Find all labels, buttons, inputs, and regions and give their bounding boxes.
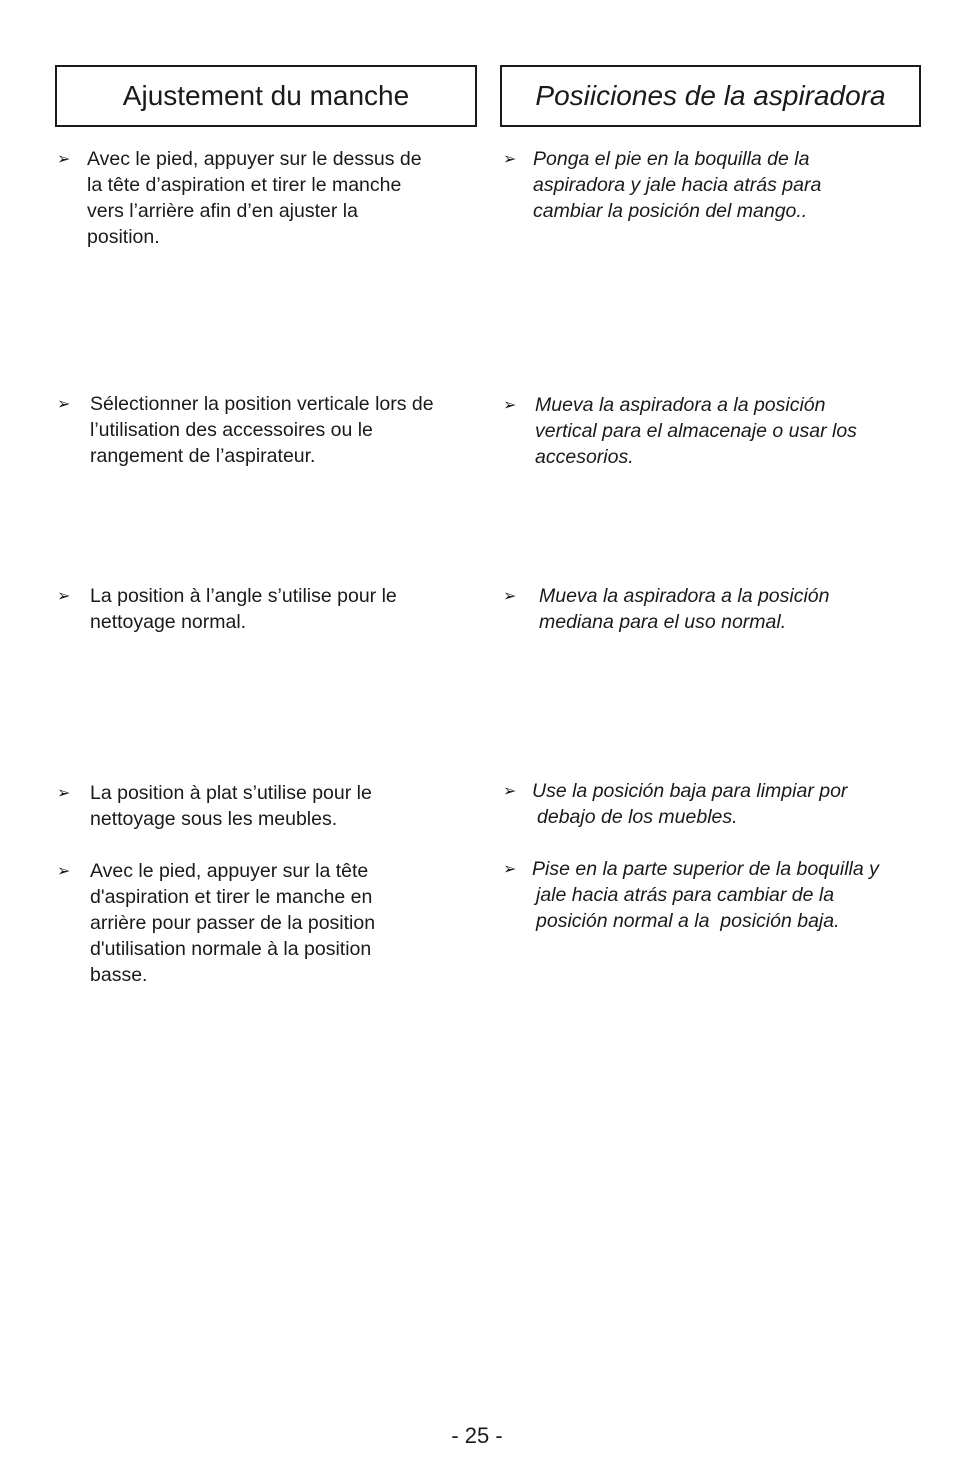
french-bullet-2 — [57, 391, 434, 469]
french-heading: Ajustement du manche — [122, 80, 410, 111]
french-bullet-2-line-1: Sélectionner la position verticale lors de — [90, 393, 434, 415]
arrow-bullet-icon: ➢ — [57, 783, 71, 802]
arrow-bullet-icon: ➢ — [57, 394, 71, 413]
page-number: - 25 - — [451, 1423, 503, 1448]
french-bullet-4 — [57, 780, 372, 832]
spanish-bullet-1 — [503, 146, 821, 224]
spanish-bullet-5-line-2: jale hacia atrás para cambiar de la — [536, 884, 835, 906]
arrow-bullet-icon: ➢ — [57, 586, 71, 605]
french-bullet-1 — [57, 146, 422, 250]
arrow-bullet-icon: ➢ — [503, 395, 517, 414]
spanish-bullet-4 — [503, 778, 847, 830]
spanish-bullet-2-line-3: accesorios. — [535, 446, 634, 468]
spanish-bullet-4-line-2: debajo de los muebles. — [537, 806, 738, 828]
french-bullet-3-line-2: nettoyage normal. — [90, 611, 247, 633]
french-bullet-5-line-5: basse. — [90, 964, 148, 986]
french-bullet-5-line-2: d'aspiration et tirer le manche en — [90, 886, 373, 908]
arrow-bullet-icon: ➢ — [503, 781, 517, 800]
spanish-bullet-2 — [503, 392, 857, 470]
french-bullet-2-line-2: l’utilisation des accessoires ou le — [90, 419, 373, 441]
spanish-bullet-4-line-1: Use la posición baja para limpiar por — [532, 780, 848, 802]
french-bullet-5 — [57, 858, 375, 988]
arrow-bullet-icon: ➢ — [57, 149, 71, 168]
french-bullet-1-line-3: vers l’arrière afin d’en ajuster la — [87, 200, 358, 222]
spanish-bullet-3-line-1: Mueva la aspiradora a la posición — [539, 585, 830, 607]
arrow-bullet-icon: ➢ — [57, 861, 71, 880]
french-bullet-2-line-3: rangement de l’aspirateur. — [90, 445, 316, 467]
arrow-bullet-icon: ➢ — [503, 586, 517, 605]
spanish-bullet-5-line-1: Pise en la parte superior de la boquilla y — [532, 858, 879, 880]
spanish-bullet-2-line-1: Mueva la aspiradora a la posición — [535, 394, 826, 416]
spanish-bullet-1-line-2: aspiradora y jale hacia atrás para — [533, 174, 822, 196]
french-bullet-1-line-4: position. — [87, 226, 160, 248]
spanish-heading: Posiiciones de la aspiradora — [535, 80, 886, 111]
spanish-bullet-3-line-2: mediana para el uso normal. — [539, 611, 787, 633]
french-heading-box — [55, 65, 477, 127]
french-bullet-4-line-2: nettoyage sous les meubles. — [90, 808, 338, 830]
spanish-bullet-2-line-2: vertical para el almacenaje o usar los — [535, 420, 857, 442]
french-bullet-3 — [57, 583, 397, 635]
french-bullet-4-line-1: La position à plat s’utilise pour le — [90, 782, 372, 804]
spanish-bullet-1-line-1: Ponga el pie en la boquilla de la — [533, 148, 810, 170]
french-bullet-3-line-1: La position à l’angle s’utilise pour le — [90, 585, 397, 607]
french-bullet-5-line-3: arrière pour passer de la position — [90, 912, 376, 934]
arrow-bullet-icon: ➢ — [503, 859, 517, 878]
spanish-bullet-3 — [503, 583, 830, 635]
french-bullet-1-line-1: Avec le pied, appuyer sur le dessus de — [87, 148, 422, 170]
spanish-bullet-5-line-3: posición normal a la posición baja. — [536, 910, 840, 932]
french-bullet-5-line-1: Avec le pied, appuyer sur la tête — [90, 860, 369, 882]
arrow-bullet-icon: ➢ — [503, 149, 517, 168]
spanish-bullet-1-line-3: cambiar la posición del mango.. — [533, 200, 808, 222]
french-bullet-5-line-4: d'utilisation normale à la position — [90, 938, 372, 960]
spanish-bullet-5 — [503, 856, 879, 934]
french-bullet-1-line-2: la tête d’aspiration et tirer le manche — [87, 174, 402, 196]
spanish-heading-box — [500, 65, 921, 127]
